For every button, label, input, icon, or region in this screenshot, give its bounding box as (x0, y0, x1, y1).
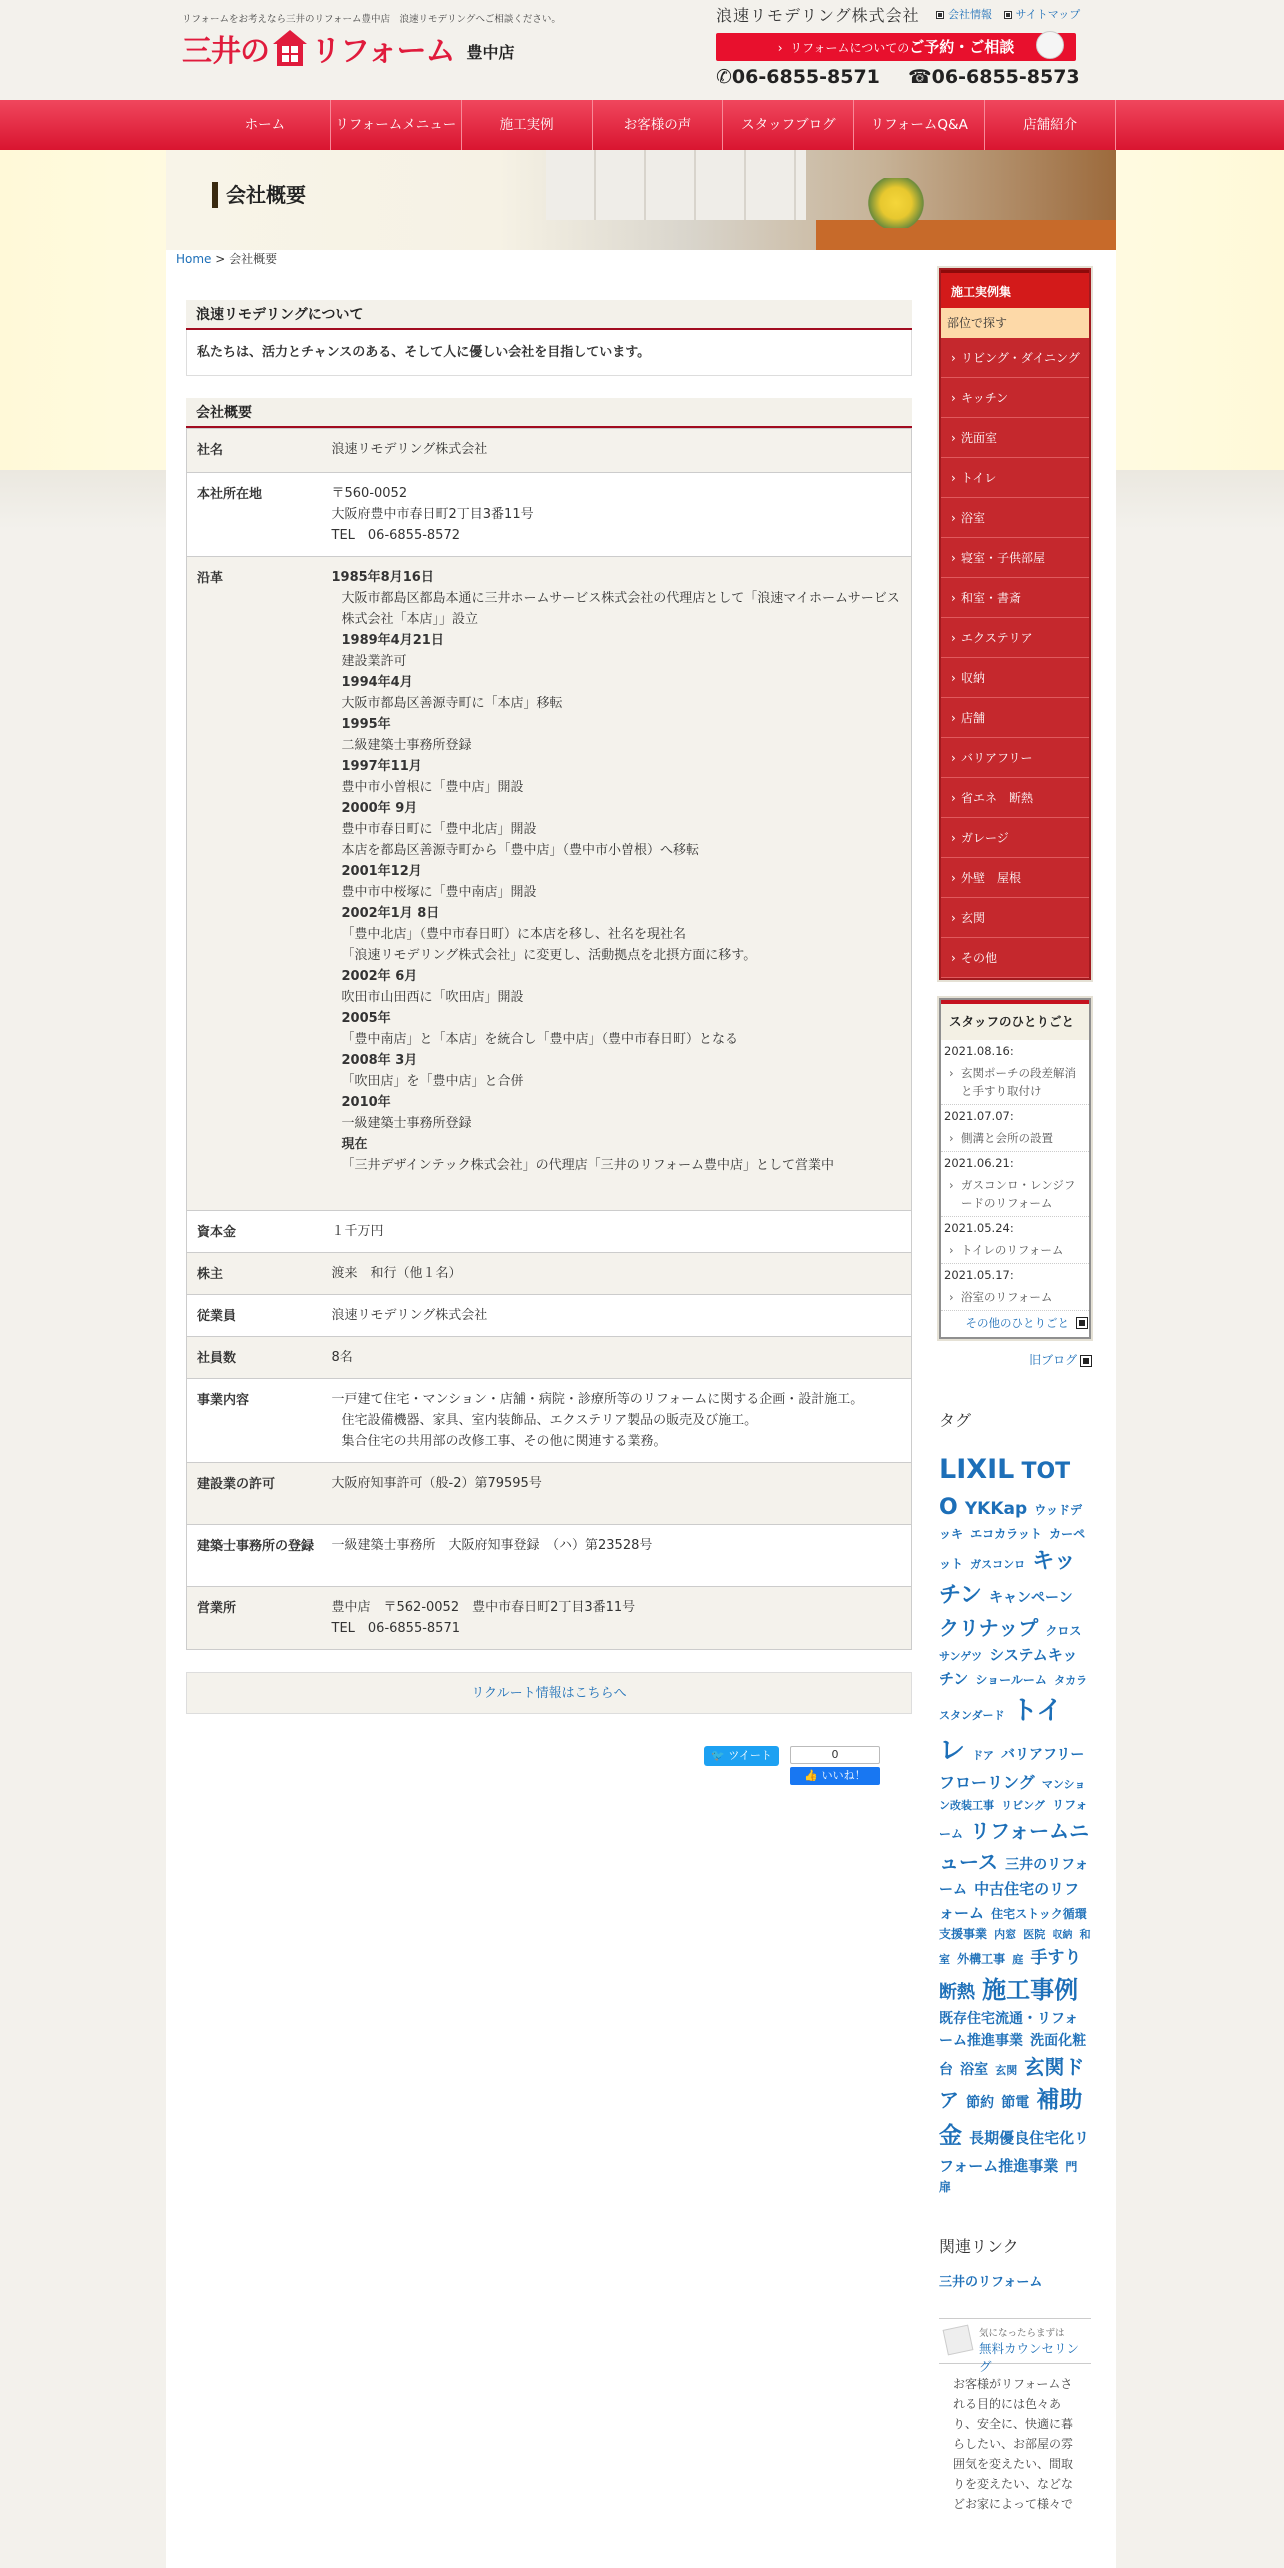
hero-image-table (816, 220, 1116, 250)
tag-link[interactable]: マンション改装工事 (939, 1778, 1086, 1813)
history-label: 沿革 (187, 557, 332, 1211)
office-label: 営業所 (187, 1587, 332, 1650)
history-date: 2000年 9月 (341, 801, 418, 816)
sidebar (939, 268, 1091, 2514)
case-menu-item[interactable]: › 洗面室 (941, 418, 1089, 458)
tag-link[interactable]: 和室 (939, 1928, 1091, 1967)
counsel-small: 気になったらまずは (979, 2327, 1065, 2339)
tag-link[interactable]: キッチン (939, 1549, 1076, 1609)
case-menu-item[interactable]: › 省エネ 断熱 (941, 778, 1089, 818)
history-date: 1994年4月 (341, 675, 413, 690)
consult-button[interactable] (716, 33, 1076, 61)
phone-icon: ✆ (716, 66, 732, 88)
tag-link[interactable]: バリアフリー (1000, 1747, 1085, 1764)
main-content (186, 300, 912, 1782)
history-event: 大阪市都島区善源寺町に「本店」移転 (341, 696, 563, 711)
hero-image-flower (866, 178, 926, 228)
staff-blog (939, 998, 1091, 1339)
tag-link[interactable]: 門扉 (939, 2159, 1078, 2194)
case-menu-subtitle: 部位で探す (941, 308, 1089, 338)
staff-post-link[interactable]: › 浴室のリフォーム (941, 1286, 1089, 1311)
tag-link[interactable]: キャンペーン (989, 1590, 1073, 1607)
hero-image-cabinets (546, 150, 806, 220)
tag-link[interactable]: 外構工事 (957, 1952, 1006, 1967)
about-heading: 浪速リモデリングについて (186, 300, 912, 330)
tag-link[interactable]: カーペット (939, 1526, 1086, 1572)
tags-heading: タグ (939, 1411, 972, 1430)
hero-banner (166, 150, 1116, 250)
tag-link[interactable]: サンゲツ (939, 1650, 983, 1664)
history-event: 一級建築士事務所登録 (341, 1116, 472, 1131)
case-menu-item[interactable]: › 収納 (941, 658, 1089, 698)
nav-item-6[interactable]: 店舗紹介 (985, 100, 1116, 150)
tag-link[interactable]: 断熱 (939, 1981, 975, 2003)
history-event: 「豊中北店」（豊中市春日町）に本店を移し、社名を現社名 (341, 927, 687, 942)
company-info-link[interactable]: 会社情報 (948, 8, 992, 21)
staff-post-link[interactable]: › 側溝と会所の設置 (941, 1127, 1089, 1152)
square-arrow-icon (1077, 1318, 1087, 1328)
page-wrapper (166, 0, 1116, 2568)
tag-link[interactable]: TOTO (939, 1459, 1071, 1520)
square-bullet-icon (1004, 11, 1012, 19)
company-name: 浪速リモデリング株式会社 (716, 6, 920, 25)
tag-link[interactable]: リビング (1001, 1799, 1045, 1813)
envelope-icon (1036, 31, 1064, 59)
tag-link[interactable]: YKKap (964, 1498, 1028, 1519)
history-date: 2008年 3月 (341, 1053, 418, 1068)
tag-link[interactable]: LIXIL (939, 1454, 1015, 1485)
history-date: 1997年11月 (341, 759, 422, 774)
social-buttons (186, 1714, 912, 1782)
employee-label: 従業員 (187, 1295, 332, 1337)
hq-label: 本社所在地 (187, 473, 332, 557)
tag-link[interactable]: ショールーム (975, 1672, 1047, 1687)
nav-item-5[interactable]: リフォームQ&A (854, 100, 985, 150)
nav-item-2[interactable]: 施工実例 (462, 100, 593, 150)
case-menu-item[interactable]: › 外壁 屋根 (941, 858, 1089, 898)
history-date: 2002年1月 8日 (341, 906, 440, 921)
office-value: 豊中店 〒562-0052 豊中市春日町2丁目3番11号 TEL 06-6855-8571 (332, 1587, 912, 1650)
history-event: 「浪速リモデリング株式会社」に変更し、活動拠点を北摂方面に移す。 (341, 948, 757, 963)
fax-number: ☎06-6855-8573 (908, 66, 1080, 88)
tag-link[interactable]: 玄関 (995, 2064, 1018, 2078)
history-event: 「三井デザインテック株式会社」の代理店「三井のリフォーム豊中店」として営業中 (341, 1158, 834, 1173)
case-menu-item[interactable]: › 寝室・子供部屋 (941, 538, 1089, 578)
tag-link[interactable]: 節約 (966, 2095, 995, 2112)
staff-post-link[interactable]: › ガスコンロ・レンジフードのリフォーム (941, 1174, 1089, 1217)
nav-item-3[interactable]: お客様の声 (593, 100, 724, 150)
breadcrumb: Home > 会社概要 (176, 252, 278, 266)
site-logo[interactable] (182, 26, 515, 70)
staffcount-label: 社員数 (187, 1337, 332, 1379)
case-menu-item[interactable]: › キッチン (941, 378, 1089, 418)
name-value: 浪速リモデリング株式会社 (332, 429, 912, 473)
history-date: 現在 (341, 1137, 368, 1152)
history-event: 本店を都島区善源寺町から「豊中店」（豊中市小曽根）へ移転 (341, 843, 700, 858)
case-menu-item[interactable]: › リビング・ダイニング (941, 338, 1089, 378)
history-event: 「豊中南店」と「本店」を統合し「豊中店」（豊中市春日町）となる (341, 1032, 739, 1047)
history-date: 1985年8月16日 (331, 570, 434, 585)
recruit-link[interactable]: リクルート情報はこちらへ (186, 1672, 912, 1714)
history-event: 大阪市都島区都島本通に三井ホームサービス株式会社の代理店として「浪速マイホームサービス株式会社「本店」」設立 (341, 591, 900, 627)
name-label: 社名 (187, 429, 332, 473)
consult-main: ご予約・ご相談 (909, 38, 1015, 56)
history-event: 建設業許可 (341, 654, 407, 669)
case-menu-item[interactable]: › バリアフリー (941, 738, 1089, 778)
staff-blog-title: スタッフのひとりごと (941, 1000, 1089, 1040)
tag-link[interactable]: 既存住宅流通・リフォーム推進事業 (939, 2010, 1079, 2049)
links-heading: 関連リンク (939, 2236, 1019, 2256)
tag-link[interactable]: クロス (1045, 1624, 1082, 1639)
history-date: 2002年 6月 (341, 969, 418, 984)
tag-link[interactable]: 収納 (1052, 1930, 1073, 1942)
case-menu-item[interactable]: › 和室・書斎 (941, 578, 1089, 618)
tweet-button[interactable]: 🐦 ツイート (704, 1746, 779, 1766)
case-menu-item[interactable]: › 浴室 (941, 498, 1089, 538)
twitter-bird-icon: 🐦 (711, 1749, 725, 1762)
page-title: 会社概要 (212, 182, 306, 208)
tag-link[interactable]: タカラスタンダード (939, 1673, 1088, 1722)
company-table (186, 428, 912, 1650)
house-icon (271, 28, 309, 68)
tag-link[interactable]: 内窓 (994, 1928, 1017, 1942)
architect-value: 一級建築士事務所 大阪府知事登録 （ハ）第23528号 (332, 1525, 912, 1587)
breadcrumb-home[interactable]: Home (176, 252, 212, 266)
staff-post-date: 2021.06.21: (944, 1156, 1014, 1170)
capital-label: 資本金 (187, 1211, 332, 1253)
tag-link[interactable]: クリナップ (939, 1616, 1039, 1641)
old-blog-link[interactable]: 旧ブログ (939, 1351, 1091, 1368)
tag-cloud (939, 1449, 1091, 2198)
hq-value: 〒560-0052 大阪府豊中市春日町2丁目3番11号 TEL 06-6855-8572 (332, 473, 912, 557)
tag-link[interactable]: ガスコンロ (970, 1558, 1026, 1572)
case-menu-item[interactable]: › その他 (941, 938, 1089, 978)
tag-link[interactable]: 医院 (1023, 1928, 1046, 1942)
history-value (332, 557, 912, 1211)
tag-link[interactable]: 庭 (1012, 1953, 1024, 1967)
fax-icon: ☎ (908, 66, 932, 88)
license-value: 大阪府知事許可（般-2）第79595号 (332, 1463, 912, 1525)
mitsui-reform-link[interactable]: 三井のリフォーム (939, 2274, 1043, 2290)
history-date: 2005年 (341, 1011, 391, 1026)
counsel-main: 無料カウンセリング (979, 2340, 1080, 2374)
counseling-banner[interactable] (939, 2318, 1091, 2374)
staff-post-date: 2021.05.24: (944, 1221, 1014, 1235)
tag-link[interactable]: ウッドデッキ (939, 1502, 1083, 1541)
staff-post-link[interactable]: › 玄関ポーチの段差解消と手すり取付け (941, 1062, 1089, 1105)
history-date: 1989年4月21日 (341, 633, 444, 648)
shareholder-value: 渡来 和行（他１名） (332, 1253, 912, 1295)
tag-link[interactable]: ドア (972, 1749, 994, 1763)
tag-link[interactable]: 浴室 (960, 2062, 989, 2079)
breadcrumb-current: 会社概要 (229, 252, 278, 266)
capital-value: １千万円 (332, 1211, 912, 1253)
staff-more-link[interactable]: その他のひとりごと (941, 1311, 1089, 1337)
tag-link[interactable]: 住宅ストック循環支援事業 (939, 1906, 1087, 1942)
staff-post-link[interactable]: › トイレのリフォーム (941, 1239, 1089, 1264)
history-event: 豊中市春日町に「豊中北店」開設 (341, 822, 537, 837)
logo-branch: 豊中店 (466, 42, 515, 62)
consult-pre: リフォームについての (790, 41, 910, 55)
tag-link[interactable]: 節電 (1001, 2095, 1030, 2112)
nav-item-0[interactable]: ホーム (200, 100, 331, 150)
case-menu-item[interactable]: › トイレ (941, 458, 1089, 498)
logo-text-rest: リフォーム (311, 34, 455, 69)
arrow-icon: › (777, 41, 791, 55)
tag-link[interactable]: リフォームニュース (939, 1819, 1090, 1875)
architect-label: 建築士事務所の登録 (187, 1525, 332, 1587)
tag-link[interactable]: 長期優良住宅化リフォーム推進事業 (939, 2128, 1090, 2175)
history-event: 豊中市中桜塚に「豊中南店」開設 (341, 885, 537, 900)
case-menu-item[interactable]: › ガレージ (941, 818, 1089, 858)
employee-value: 浪速リモデリング株式会社 (332, 1295, 912, 1337)
tag-link[interactable]: エコカラット (970, 1526, 1042, 1541)
logo-text: 三井の (182, 34, 269, 69)
case-menu (939, 268, 1091, 980)
history-event: 二級建築士事務所登録 (341, 738, 472, 753)
about-text: 私たちは、活力とチャンスのある、そして人に優しい会社を目指しています。 (186, 330, 912, 376)
case-menu-item[interactable]: › 店舗 (941, 698, 1089, 738)
tag-link[interactable]: 三井のリフォーム (939, 1857, 1089, 1899)
tag-link[interactable]: システムキッチン (939, 1646, 1078, 1688)
sitemap-link[interactable]: サイトマップ (1015, 8, 1081, 21)
like-label: 👍 いいね！ (790, 1767, 880, 1785)
case-menu-item[interactable]: › エクステリア (941, 618, 1089, 658)
overview-heading: 会社概要 (186, 398, 912, 428)
counsel-text: お客様がリフォームされる目的には色々あり、安全に、快適に暮らしたい、お部屋の雰囲気を変えたい、間取りを変えたい、などなどお家によって様々で (953, 2376, 1074, 2511)
tag-link[interactable]: 洗面化粧台 (939, 2032, 1087, 2079)
tag-link[interactable]: 施工事例 (982, 1975, 1079, 2004)
staff-post-date: 2021.07.07: (944, 1109, 1014, 1123)
nav-item-4[interactable]: スタッフブログ (723, 100, 854, 150)
like-count: 0 (790, 1746, 880, 1764)
history-date: 2010年 (341, 1095, 391, 1110)
history-event: 「吹田店」を「豊中店」と合併 (341, 1074, 524, 1089)
tag-link[interactable]: フローリング (939, 1773, 1035, 1793)
license-label: 建設業の許可 (187, 1463, 332, 1525)
header-tagline: リフォームをお考えなら三井のリフォーム豊中店 浪速リモデリングへご相談ください。 (182, 14, 561, 25)
tag-link[interactable]: 手すり (1030, 1948, 1082, 1969)
tag-link[interactable]: リフォーム (939, 1798, 1088, 1842)
like-button[interactable] (790, 1746, 880, 1786)
header-links (936, 6, 1088, 22)
shareholder-label: 株主 (187, 1253, 332, 1295)
history-event: 豊中市小曽根に「豊中店」開設 (341, 780, 524, 795)
business-label: 事業内容 (187, 1379, 332, 1463)
phone-number[interactable]: ✆06-6855-8571 (716, 66, 880, 88)
square-arrow-icon (1081, 1356, 1091, 1366)
pen-icon (943, 2325, 974, 2356)
staff-post-date: 2021.05.17: (944, 1268, 1014, 1282)
staffcount-value: 8名 (332, 1337, 912, 1379)
staff-post-date: 2021.08.16: (944, 1044, 1014, 1058)
tag-link[interactable]: トイレ (939, 1695, 1063, 1767)
thumbs-up-icon: 👍 (804, 1769, 819, 1782)
tag-link[interactable]: 補助金 (939, 2087, 1083, 2149)
case-menu-title[interactable]: 施工実例集 (941, 270, 1089, 308)
history-date: 1995年 (341, 717, 391, 732)
history-event: 吹田市山田西に「吹田店」開設 (341, 990, 524, 1005)
case-menu-item[interactable]: › 玄関 (941, 898, 1089, 938)
tag-link[interactable]: 玄関ドア (939, 2055, 1085, 2113)
business-value: 一戸建て住宅・マンション・店舗・病院・診療所等のリフォームに関する企画・設計施工。 住宅設備機器、家具、室内装飾品、エクステリア製品の販売及び施工。 集合住宅の共用部の改修工事、その他に関連する業務。 (332, 1379, 912, 1463)
history-date: 2001年12月 (341, 864, 422, 879)
nav-item-1[interactable]: リフォームメニュー (331, 100, 462, 150)
tag-link[interactable]: 中古住宅のリフォーム (939, 1880, 1080, 1922)
square-bullet-icon (936, 11, 944, 19)
